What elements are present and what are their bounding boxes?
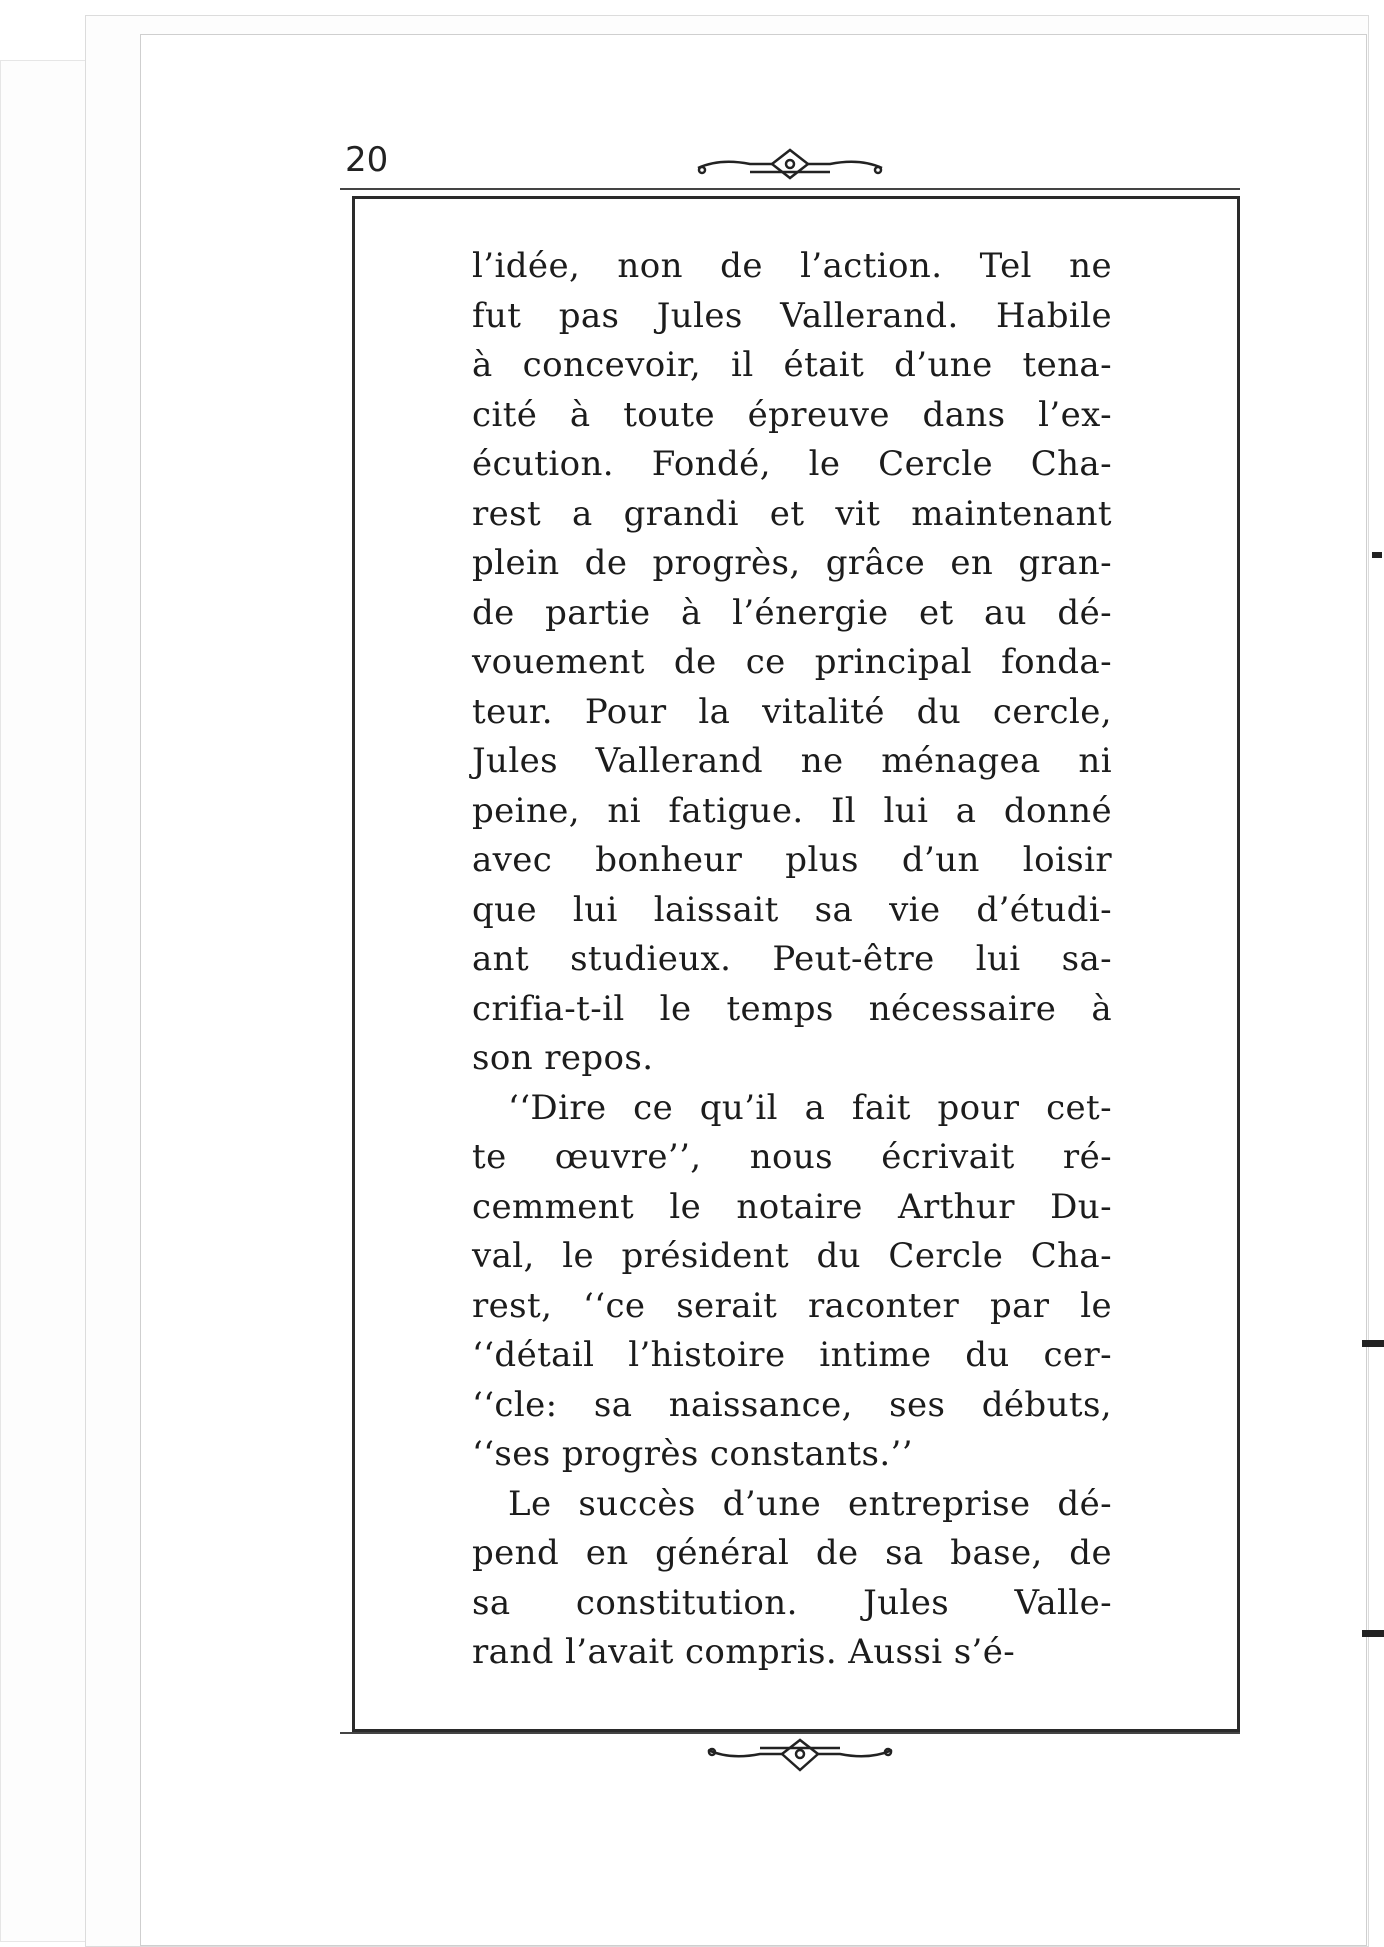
- text-line: ‘‘détail l’histoire intime du cer-: [472, 1335, 1112, 1375]
- edge-mark: [1362, 1340, 1384, 1347]
- text-line: rand l’avait compris. Aussi s’é-: [472, 1632, 1016, 1672]
- text-line: rest a grandi et vit maintenant: [472, 493, 1112, 534]
- paragraph: [472, 1480, 1112, 1678]
- text-line: plein de progrès, grâce en gran-: [472, 543, 1112, 583]
- text-line: val, le président du Cercle Cha-: [472, 1236, 1112, 1276]
- text-line: à concevoir, il était d’une tena-: [472, 345, 1112, 385]
- text-line: peine, ni fatigue. Il lui a donné: [472, 790, 1112, 831]
- text-line: te œuvre’’, nous écrivait ré-: [472, 1137, 1112, 1177]
- text-line: teur. Pour la vitalité du cercle,: [472, 691, 1112, 732]
- text-line: que lui laissait sa vie d’étudi-: [472, 889, 1112, 930]
- body-text: [472, 242, 1112, 1678]
- text-line: crifia-t-il le temps nécessaire à: [472, 988, 1112, 1029]
- page-number: 20: [345, 140, 389, 180]
- text-line: fut pas Jules Vallerand. Habile: [472, 295, 1112, 336]
- text-line: cité à toute épreuve dans l’ex-: [472, 394, 1112, 435]
- bottom-ornament-icon: [700, 1736, 900, 1782]
- text-line: Le succès d’une entreprise dé-: [508, 1483, 1112, 1524]
- text-line: rest, ‘‘ce serait raconter par le: [472, 1285, 1112, 1326]
- text-line: ‘‘ses progrès constants.’’: [472, 1434, 913, 1474]
- text-line: ‘‘cle: sa naissance, ses débuts,: [472, 1384, 1112, 1425]
- text-line: avec bonheur plus d’un loisir: [472, 840, 1112, 880]
- text-line: vouement de ce principal fonda-: [472, 642, 1112, 682]
- text-line: cemment le notaire Arthur Du-: [472, 1186, 1112, 1227]
- text-line: écution. Fondé, le Cercle Cha-: [472, 444, 1112, 484]
- text-line: sa constitution. Jules Valle-: [472, 1582, 1112, 1623]
- edge-mark: [1372, 552, 1382, 558]
- bottom-rule: [340, 1732, 1240, 1734]
- top-rule: [340, 188, 1240, 190]
- text-line: ant studieux. Peut-être lui sa-: [472, 939, 1112, 979]
- paragraph: [472, 242, 1112, 1084]
- top-ornament-icon: [690, 142, 890, 188]
- text-line: Jules Vallerand ne ménagea ni: [472, 741, 1112, 781]
- text-line: de partie à l’énergie et au dé-: [472, 592, 1112, 633]
- text-line: pend en général de sa base, de: [472, 1533, 1112, 1573]
- text-line: l’idée, non de l’action. Tel ne: [472, 246, 1112, 286]
- edge-mark: [1362, 1630, 1384, 1637]
- paragraph: [472, 1084, 1112, 1480]
- text-line: ‘‘Dire ce qu’il a fait pour cet-: [508, 1087, 1112, 1128]
- text-line: son repos.: [472, 1038, 654, 1078]
